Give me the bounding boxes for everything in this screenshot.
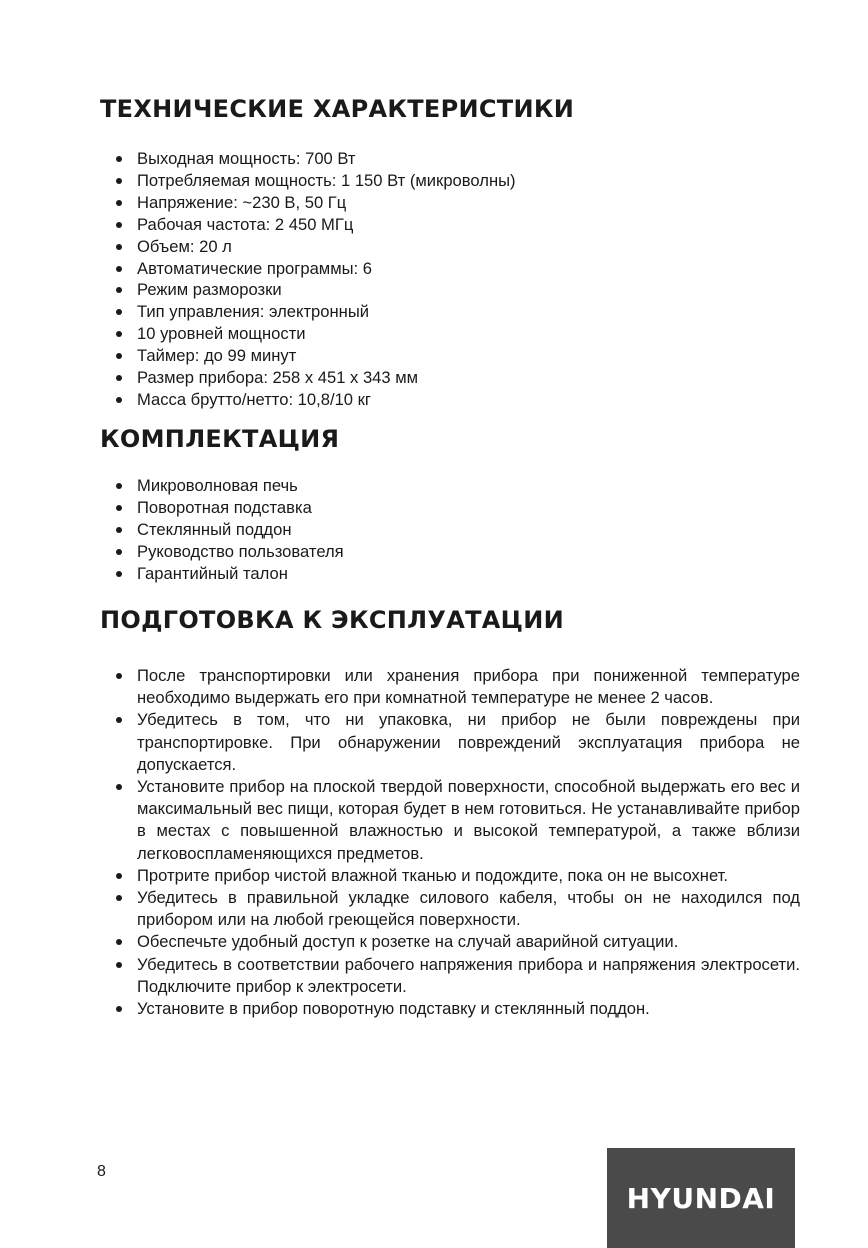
list-item: Микроволновая печь (100, 475, 800, 497)
list-item: Стеклянный поддон (100, 519, 800, 541)
list-item: 10 уровней мощности (100, 323, 800, 345)
list-item: Убедитесь в правильной укладке силового кабеля, чтобы он не находился под прибором или на любой греющейся поверхности. (100, 887, 800, 931)
list-item: Объем: 20 л (100, 236, 800, 258)
contents-section (100, 424, 800, 585)
list-item: Установите прибор на плоской твердой поверхности, способной выдержать его вес и максимальный вес пищи, которая будет в нем готовиться. Не устанавливайте прибор в местах с повышенной влажностью и высокой температурой, а также вблизи легковоспламеняющихся предметов. (100, 776, 800, 865)
list-item: После транспортировки или хранения прибора при пониженной температуре необходимо выдержать его при комнатной температуре не менее 2 часов. (100, 665, 800, 709)
specs-heading: ТЕХНИЧЕСКИЕ ХАРАКТЕРИСТИКИ (100, 95, 575, 123)
list-item: Убедитесь в соответствии рабочего напряжения прибора и напряжения электросети. Подключите прибор к электросети. (100, 954, 800, 998)
preparation-heading: ПОДГОТОВКА К ЭКСПЛУАТАЦИИ (100, 606, 564, 634)
list-item: Масса брутто/нетто: 10,8/10 кг (100, 389, 800, 411)
page-number: 8 (97, 1163, 106, 1180)
preparation-section (100, 605, 800, 1020)
list-item: Тип управления: электронный (100, 301, 800, 323)
specs-list (100, 148, 800, 411)
list-item: Убедитесь в том, что ни упаковка, ни прибор не были повреждены при транспортировке. При обнаружении повреждений эксплуатация прибора не допускается. (100, 709, 800, 776)
list-item: Выходная мощность: 700 Вт (100, 148, 800, 170)
list-item: Потребляемая мощность: 1 150 Вт (микроволны) (100, 170, 800, 192)
list-item: Гарантийный талон (100, 563, 800, 585)
contents-list (100, 475, 800, 585)
list-item: Обеспечьте удобный доступ к розетке на случай аварийной ситуации. (100, 931, 800, 953)
list-item: Рабочая частота: 2 450 МГц (100, 214, 800, 236)
list-item: Поворотная подставка (100, 497, 800, 519)
list-item: Режим разморозки (100, 279, 800, 301)
list-item: Установите в прибор поворотную подставку и стеклянный поддон. (100, 998, 800, 1020)
list-item: Автоматические программы: 6 (100, 258, 800, 280)
list-item: Протрите прибор чистой влажной тканью и подождите, пока он не высохнет. (100, 865, 800, 887)
list-item: Таймер: до 99 минут (100, 345, 800, 367)
brand-logo-text: HYUNDAI (626, 1181, 776, 1215)
specs-section (100, 94, 800, 411)
brand-logo (607, 1148, 795, 1248)
list-item: Напряжение: ~230 В, 50 Гц (100, 192, 800, 214)
list-item: Размер прибора: 258 х 451 х 343 мм (100, 367, 800, 389)
preparation-list (100, 665, 800, 1020)
contents-heading: КОМПЛЕКТАЦИЯ (100, 425, 340, 453)
list-item: Руководство пользователя (100, 541, 800, 563)
